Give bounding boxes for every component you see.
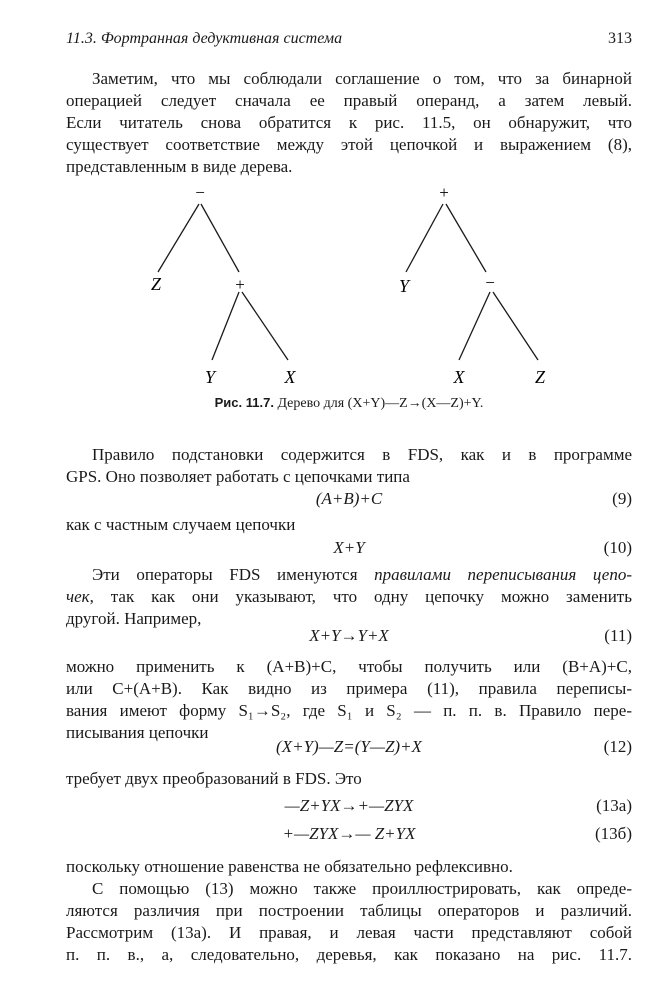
paragraph-8-cont	[66, 900, 632, 966]
paragraph-1	[66, 68, 632, 90]
text-run: Эти операторы FDS именуются	[92, 565, 375, 584]
figure-11-7	[66, 180, 632, 415]
paragraph-5	[66, 656, 632, 744]
text-line: другой. Например,	[66, 609, 202, 628]
text-line: операцией следует сначала ее правый операнд, а затем левый.	[66, 91, 632, 110]
paragraph-4	[66, 564, 632, 586]
tree1-right-right: X	[284, 367, 296, 387]
tree-diagram	[66, 180, 632, 395]
equation-expr: (X+Y)—Z=(Y—Z)+X	[276, 737, 422, 756]
equation-number: (11)	[604, 626, 632, 645]
equation-10	[66, 538, 632, 562]
equation-expr: X+Y→Y+X	[309, 626, 389, 645]
equation-number: (12)	[603, 737, 632, 756]
page-number: 313	[608, 30, 632, 47]
equation-expr: X+Y	[333, 538, 365, 557]
tree1-right: +	[235, 275, 245, 294]
text-line: представленным в виде дерева.	[66, 157, 293, 176]
paragraph-2-cont	[66, 466, 632, 488]
text-line: Рассмотрим (13а). И правая, и левая части представляют собой	[66, 923, 632, 942]
tree-1	[151, 183, 297, 387]
text-run: , так как они указывают, что одну цепочку можно заменить	[89, 587, 632, 606]
paragraph-6	[66, 768, 632, 790]
equation-13a	[66, 796, 632, 820]
text-line: ляются различия при построении таблицы операторов и различий.	[66, 901, 632, 920]
paragraph-7	[66, 856, 632, 878]
text-line: существует соответствие между этой цепочкой и выражением (8),	[66, 135, 632, 154]
equation-number: (13б)	[595, 824, 632, 843]
tree1-right-left: Y	[204, 367, 216, 387]
paragraph-8	[66, 878, 632, 900]
edge	[446, 204, 486, 272]
running-header	[66, 30, 632, 54]
section-title: 11.3. Фортранная дедуктивная система	[66, 30, 343, 47]
edge	[406, 204, 443, 272]
edge	[201, 204, 239, 272]
edge	[242, 292, 288, 360]
text-line: поскольку отношение равенства не обязательно рефлексивно.	[66, 857, 513, 876]
caption-label: Рис. 11.7.	[214, 395, 274, 410]
equation-12	[66, 737, 632, 761]
equation-expr: (A+B)+C	[315, 489, 383, 508]
caption-text: Дерево для (X+Y)—Z→(X—Z)+Y.	[277, 396, 484, 411]
text-line: можно применить к (A+B)+C, чтобы получить или (B+A)+C,	[66, 657, 632, 676]
equation-13b	[66, 824, 632, 848]
equation-expr: —Z+YX→+—ZYX	[284, 796, 414, 815]
text-line: Если читатель снова обратится к рис. 11.5, он обнаружит, что	[66, 113, 632, 132]
text-line: GPS. Оно позволяет работать с цепочками типа	[66, 467, 410, 486]
paragraph-1-cont	[66, 90, 632, 178]
equation-expr: +—ZYX→— Z+YX	[282, 824, 416, 843]
equation-11	[66, 626, 632, 650]
text-line: Заметим, что мы соблюдали соглашение о том, что за бинарной	[92, 69, 632, 88]
edge	[212, 292, 239, 360]
text-line: С помощью (13) можно также проиллюстрировать, как опреде-	[92, 879, 632, 898]
equation-number: (13а)	[596, 796, 632, 815]
tree2-right-left: X	[453, 367, 465, 387]
edge	[459, 292, 490, 360]
text-line: как с частным случаем цепочки	[66, 515, 296, 534]
text-line: требует двух преобразований в FDS. Это	[66, 769, 362, 788]
paragraph-3	[66, 514, 632, 536]
text-line: Правило подстановки содержится в FDS, как и в программе	[92, 445, 632, 464]
equation-9	[66, 489, 632, 513]
text-line	[66, 586, 632, 608]
tree1-left: Z	[150, 274, 162, 294]
tree1-root: −	[195, 183, 205, 202]
equation-number: (9)	[612, 489, 632, 508]
paragraph-4-cont	[66, 586, 632, 630]
tree2-right-right: Z	[534, 367, 546, 387]
tree-2	[399, 183, 546, 387]
tree2-root: +	[439, 183, 449, 202]
edge	[158, 204, 199, 272]
term-em: чек	[66, 587, 90, 606]
tree2-right: −	[485, 273, 495, 292]
text-line: писывания цепочки	[66, 723, 209, 742]
tree2-left: Y	[398, 276, 410, 296]
text-line: или C+(A+B). Как видно из примера (11), правила переписы-	[66, 679, 632, 698]
text-line: п. п. в., а, следовательно, деревья, как показано на рис. 11.7.	[66, 945, 632, 964]
equation-number: (10)	[603, 538, 632, 557]
term-em: правилами переписывания цепо-	[374, 565, 632, 584]
figure-caption	[66, 395, 632, 412]
text-line: вания имеют форму S₁→S₂, где S₁ и S₂ — п. п. в. Правило пере-	[66, 701, 632, 720]
text-line	[92, 564, 632, 586]
edge	[493, 292, 538, 360]
paragraph-2	[66, 444, 632, 466]
